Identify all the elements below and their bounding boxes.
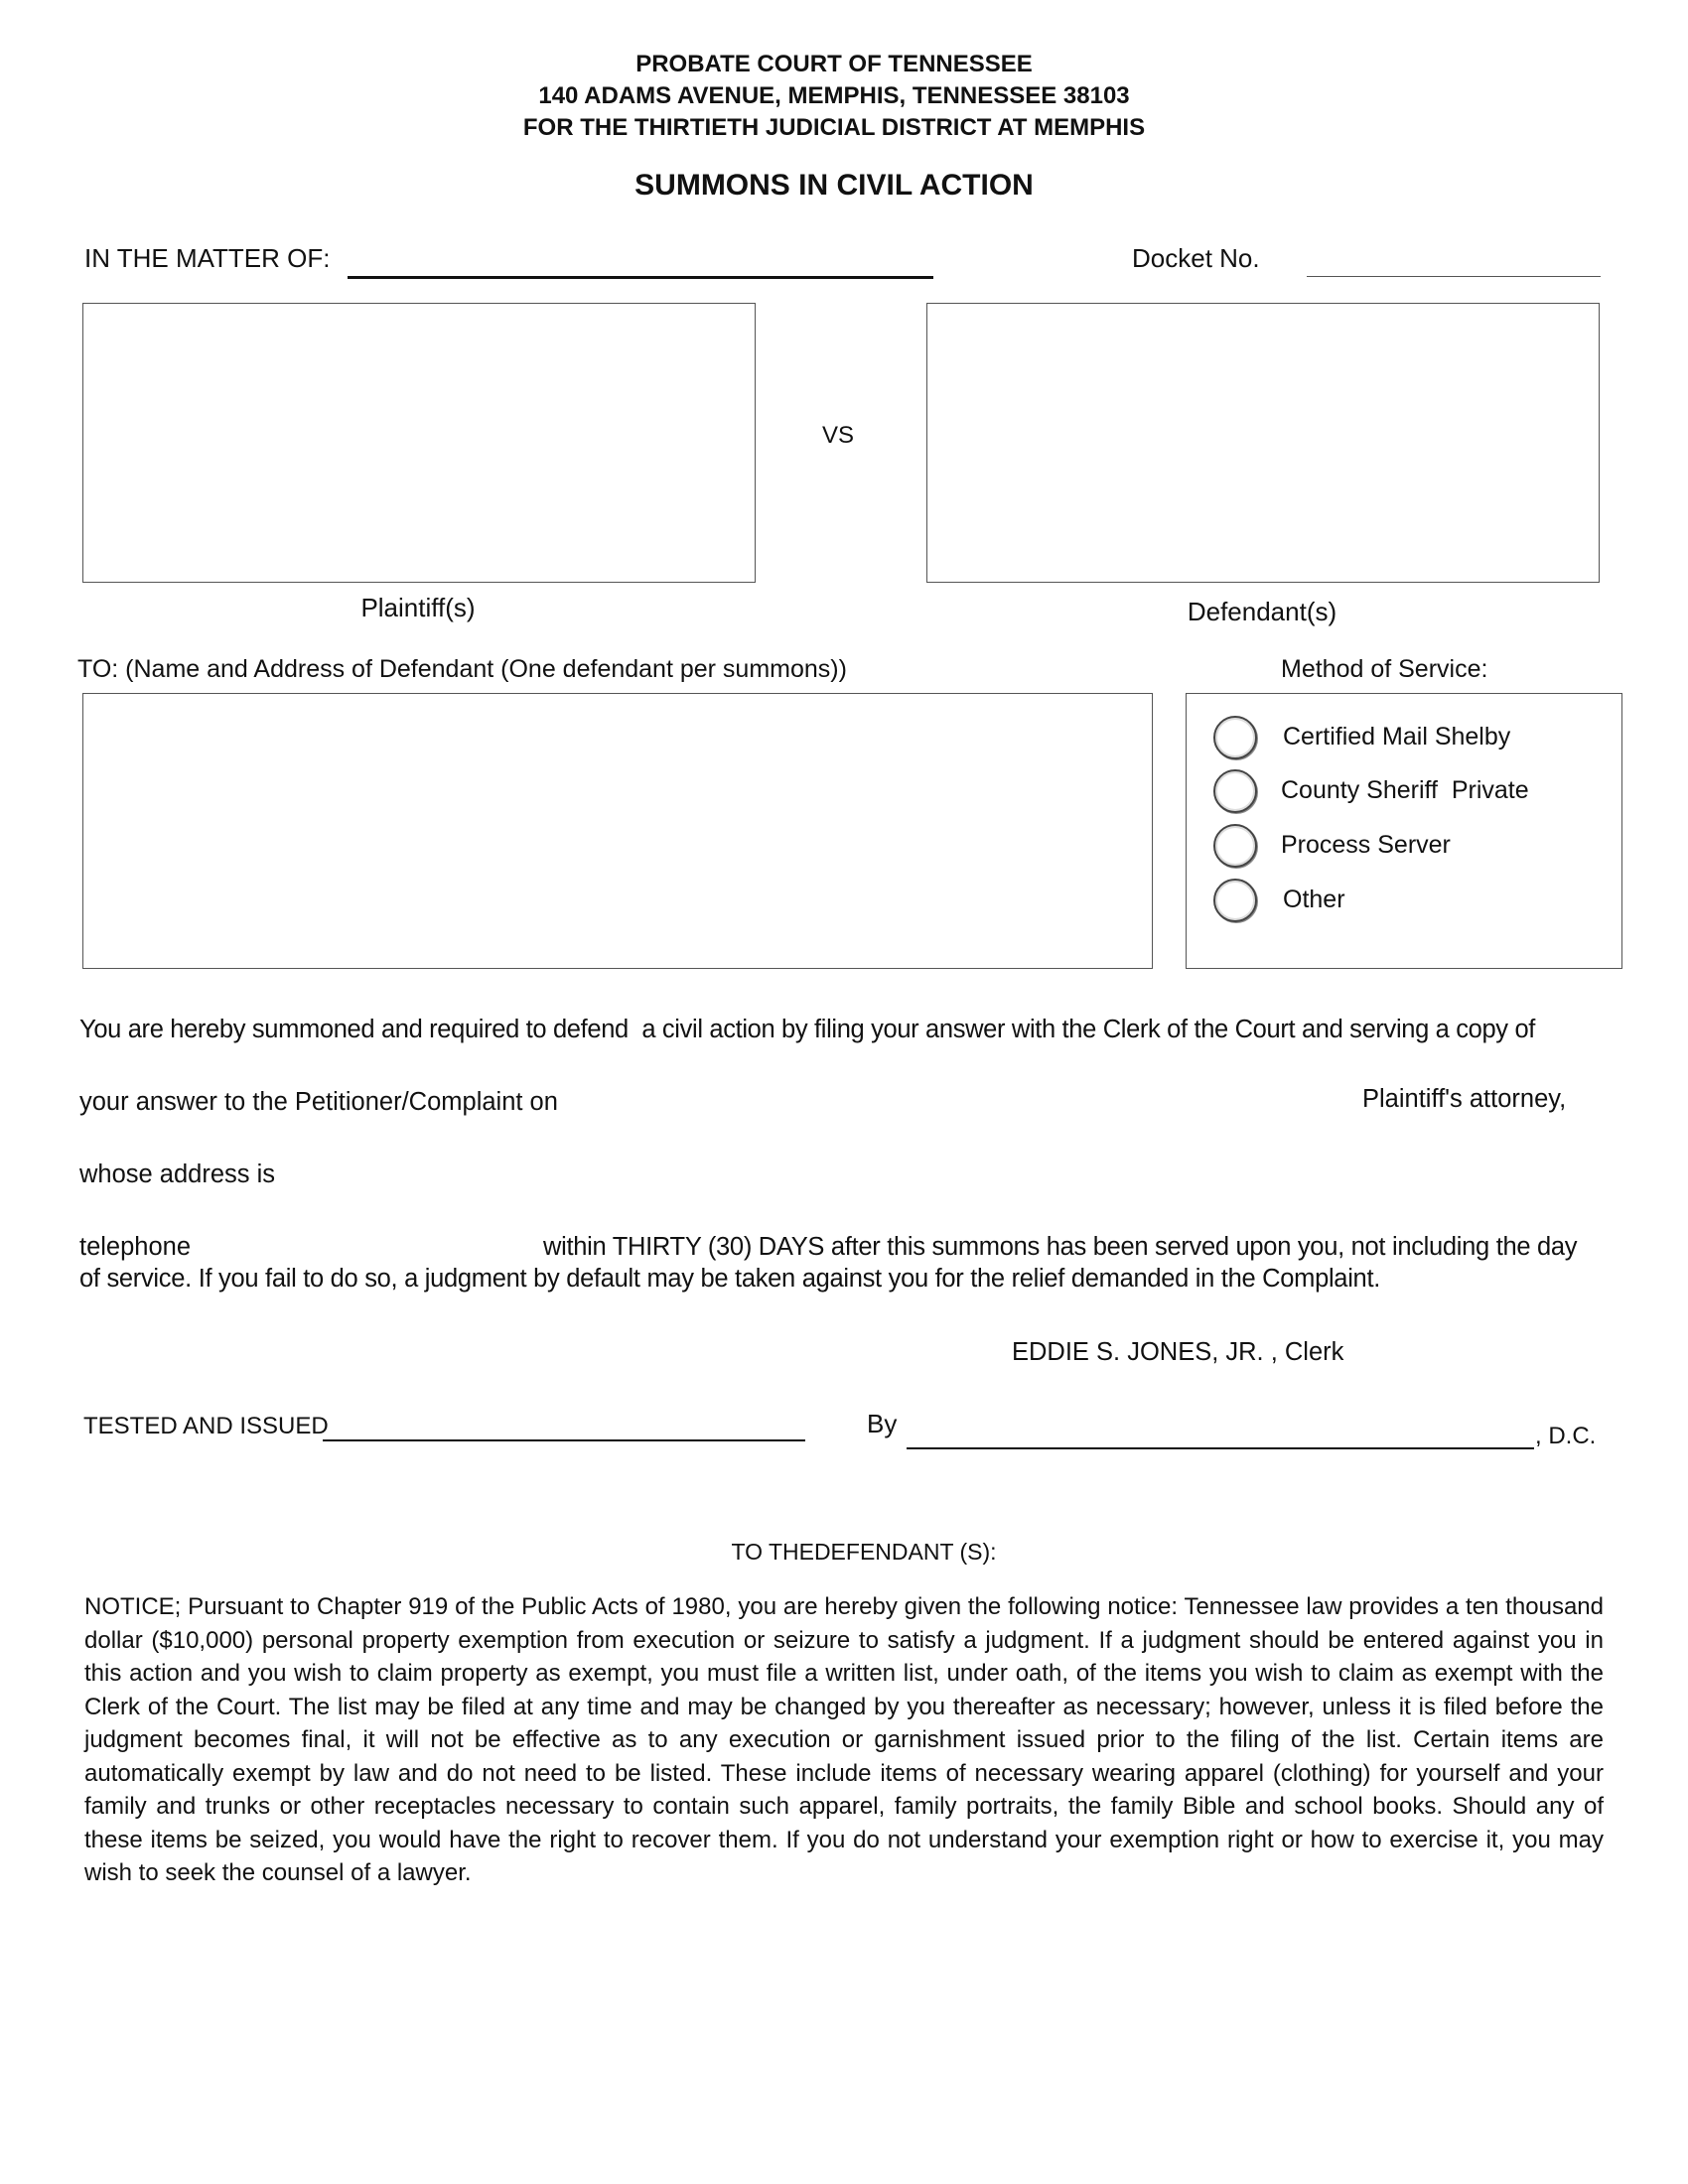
defendant-box[interactable]: [926, 303, 1600, 583]
court-district: FOR THE THIRTIETH JUDICIAL DISTRICT AT MEMPHIS: [522, 114, 1146, 141]
plaintiff-label: Plaintiff(s): [360, 593, 476, 622]
service-label: Method of Service:: [1281, 655, 1488, 683]
deputy-clerk-field[interactable]: [907, 1447, 1534, 1449]
docket-field[interactable]: [1307, 276, 1601, 277]
matter-label: IN THE MATTER OF:: [84, 243, 331, 273]
matter-field[interactable]: [348, 276, 933, 279]
body-line-4: within THIRTY (30) DAYS after this summons has been served upon you, not including the day: [543, 1233, 1578, 1261]
court-name: PROBATE COURT OF TENNESSEE: [635, 51, 1033, 77]
address-label: whose address is: [79, 1160, 276, 1188]
radio-county-sheriff[interactable]: [1213, 769, 1257, 813]
body-line-2: your answer to the Petitioner/Complaint on: [79, 1088, 558, 1116]
telephone-label: telephone: [79, 1233, 192, 1261]
notice-text: [84, 1590, 1604, 1890]
service-option-2: County Sheriff Private: [1281, 776, 1529, 804]
service-option-1: Certified Mail Shelby: [1283, 723, 1511, 751]
vs-label: VS: [822, 422, 855, 449]
radio-other[interactable]: [1213, 879, 1257, 922]
court-address: 140 ADAMS AVENUE, MEMPHIS, TENNESSEE 38103: [538, 82, 1130, 109]
defendant-address-box[interactable]: [82, 693, 1153, 969]
radio-process-server[interactable]: [1213, 824, 1257, 868]
service-option-4: Other: [1283, 886, 1345, 913]
notice-paragraph: NOTICE; Pursuant to Chapter 919 of the Public Acts of 1980, you are hereby given the following notice: Tennessee law provides a ten thousand dollar ($10,000) personal property exemption from execution or seizure to satisfy a judgment. If a judgment should be entered against you in this action and you wish to claim property as exempt, you must file a written list, under oath, of the items you wish to claim as exempt with the Clerk of the Court. The list may be filed at any time and may be changed by you thereafter as necessary; however, unless it is filed before the judgment becomes final, it will not be effective as to any execution or garnishment issued prior to the filing of the list. Certain items are automatically exempt by law and do not need to be listed. These include items of necessary wearing apparel (clothing) for yourself and your family and trunks or other receptacles necessary to contain such apparel, family portraits, the family Bible and school books. Should any of these items be seized, you would have the right to recover them. If you do not understand your exemption right or how to exercise it, you may wish to seek the counsel of a lawyer.: [84, 1593, 1604, 1886]
to-label: TO: (Name and Address of Defendant (One defendant per summons)): [77, 655, 847, 683]
clerk-name: EDDIE S. JONES, JR. , Clerk: [1012, 1338, 1344, 1366]
form-title: SUMMONS IN CIVIL ACTION: [634, 169, 1034, 202]
service-option-3: Process Server: [1281, 831, 1451, 859]
defendant-value: [927, 304, 1599, 324]
plaintiff-value: [83, 304, 755, 324]
attorney-label: Plaintiff's attorney,: [1362, 1085, 1567, 1113]
by-label: By: [867, 1409, 898, 1438]
tested-label: TESTED AND ISSUED: [83, 1413, 329, 1439]
tested-date-field[interactable]: [323, 1439, 805, 1441]
body-line-1: You are hereby summoned and required to defend a civil action by filing your answer with the Clerk of the Court and serving a copy of: [79, 1016, 1536, 1043]
radio-certified-mail[interactable]: [1213, 716, 1257, 759]
docket-label: Docket No.: [1132, 243, 1260, 273]
dc-label: , D.C.: [1535, 1423, 1597, 1449]
service-box: [1186, 693, 1622, 969]
notice-heading: TO THEDEFENDANT (S):: [731, 1539, 997, 1565]
body-line-5: of service. If you fail to do so, a judgment by default may be taken against you for the relief demanded in the Complaint.: [79, 1265, 1381, 1293]
plaintiff-box[interactable]: [82, 303, 756, 583]
defendant-address-value: [83, 694, 1152, 714]
defendant-label: Defendant(s): [1187, 597, 1337, 626]
